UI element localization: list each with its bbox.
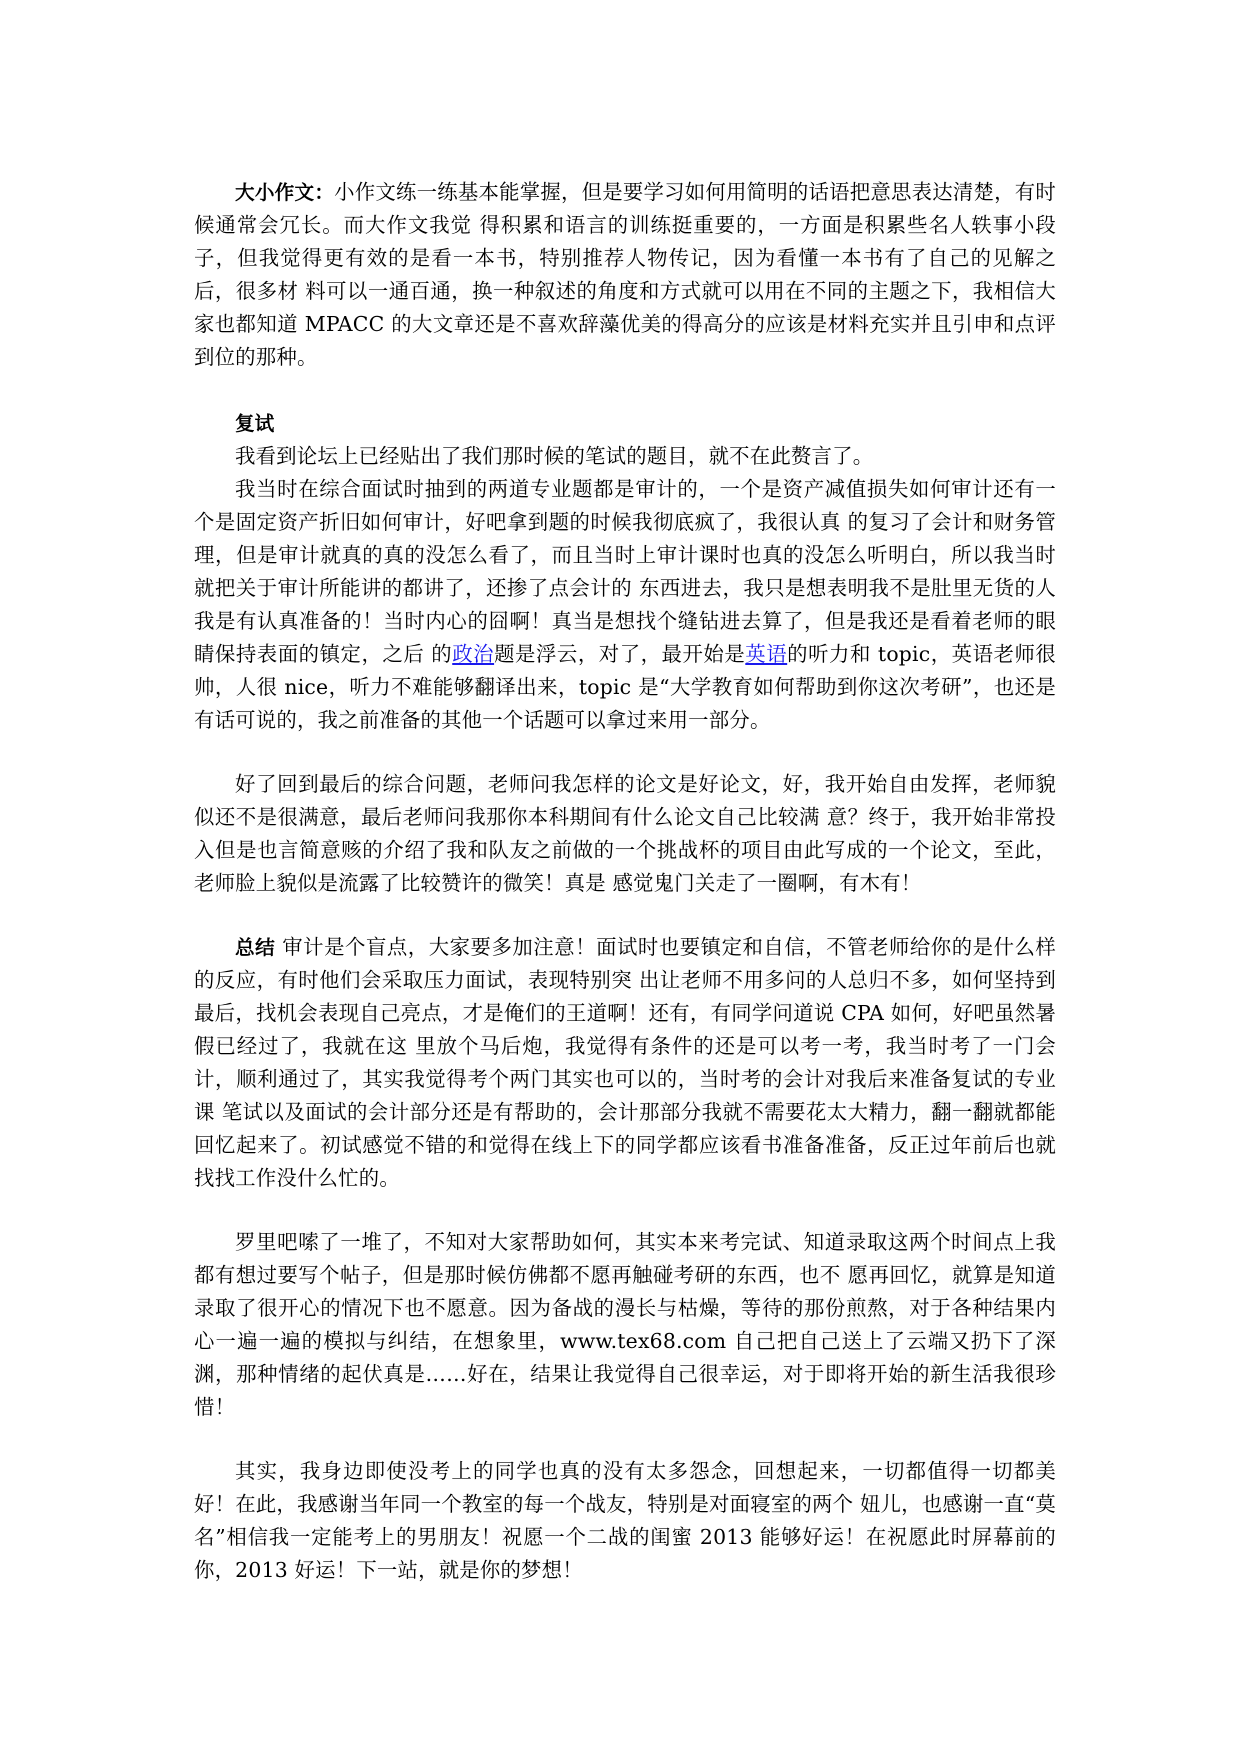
summary-paragraph bbox=[194, 931, 1056, 1195]
retest-text-a: 我当时在综合面试时抽到的两道专业题都是审计的，一个是资产减值损失如何审计还有一个是固定资产折旧如何审计，好吧拿到题的时候我彻底疯了，我很认真 的复习了会计和财务管理，但是审计就真的真的没怎么看了，而且当时上审计课时也真的没怎么听明白，所以我当时就把关于审计所能讲的都讲了，还掺了点会计的 东西进去，我只是想表明我不是肚里无货的人我是有认真准备的！当时内心的囧啊！真当是想找个缝钻进去算了，但是我还是看着老师的眼睛保持表面的镇定，之后 的 bbox=[194, 477, 1056, 666]
retest-text-c: 的听力和 topic，英语老师很帅，人很 nice，听力不难能够翻译出来，topic 是“大学教育如何帮助到你这次考研”，也还是有话可说的，我之前准备的其他一个话题可以拿过来用一部分。 bbox=[194, 642, 1056, 732]
section-heading-retest: 复试 bbox=[235, 412, 275, 435]
document-page bbox=[194, 176, 1056, 1587]
spacer bbox=[194, 1195, 1056, 1226]
reflection-paragraph: 罗里吧嗦了一堆了，不知对大家帮助如何，其实本来考完试、知道录取这两个时间点上我都有想过要写个帖子，但是那时候仿佛都不愿再触碰考研的东西，也不 愿再回忆，就算是知道录取了很开心的情况下也不愿意。因为备战的漫长与枯燥，等待的那份煎熬，对于各种结果内心一遍一遍的模拟与纠结，在想象里，www.tex68.com 自己把自己送上了云端又扔下了深渊，那种情绪的起伏真是……好在，结果让我觉得自己很幸运，对于即将开始的新生活我很珍惜！ bbox=[194, 1230, 1056, 1419]
spacer bbox=[194, 374, 1056, 407]
summary-text: 审计是个盲点，大家要多加注意！面试时也要镇定和自信，不管老师给你的是什么样的反应，有时他们会采取压力面试，表现特别突 出让老师不用多问的人总归不多，如何坚持到最后，找机会表现自己亮点，才是俺们的王道啊！还有，有同学问道说 CPA 如何，好吧虽然暑假已经过了，我就在这 里放个马后炮，我觉得有条件的还是可以考一考，我当时考了一门会计，顺利通过了，其实我觉得考个两门其实也可以的，当时考的会计对我后来准备复试的专业课 笔试以及面试的会计部分还是有帮助的，会计那部分我就不需要花太大精力，翻一翻就都能回忆起来了。初试感觉不错的和觉得在线上下的同学都应该看书准备准备，反正过年前后也就找找工作没什么忙的。 bbox=[194, 935, 1056, 1190]
closing-paragraph: 其实，我身边即使没考上的同学也真的没有太多怨念，回想起来，一切都值得一切都美好！在此，我感谢当年同一个教室的每一个战友，特别是对面寝室的两个 妞儿，也感谢一直“莫名”相信我一定能考上的男朋友！祝愿一个二战的闺蜜 2013 能够好运！在祝愿此时屏幕前的你，2013 好运！下一站，就是你的梦想！ bbox=[194, 1459, 1056, 1582]
spacer bbox=[194, 1424, 1056, 1455]
essay-paragraph bbox=[194, 176, 1056, 374]
retest-paragraph-2 bbox=[194, 473, 1056, 737]
spacer bbox=[194, 737, 1056, 768]
retest-text-b: 题是浮云，对了，最开始是 bbox=[494, 642, 746, 666]
essay-lead: 大小作文： bbox=[235, 181, 335, 204]
retest-paragraph-3: 好了回到最后的综合问题，老师问我怎样的论文是好论文，好，我开始自由发挥，老师貌似还不是很满意，最后老师问我那你本科期间有什么论文自己比较满 意？终于，我开始非常投入但是也言简意赅的介绍了我和队友之前做的一个挑战杯的项目由此写成的一个论文，至此，老师脸上貌似是流露了比较赞许的微笑！真是 感觉鬼门关走了一圈啊，有木有！ bbox=[194, 772, 1056, 895]
politics-link[interactable]: 政治 bbox=[452, 642, 495, 666]
spacer bbox=[194, 900, 1056, 931]
english-link[interactable]: 英语 bbox=[745, 642, 788, 666]
retest-paragraph-1: 我看到论坛上已经贴出了我们那时候的笔试的题目，就不在此赘言了。 bbox=[235, 444, 874, 468]
summary-lead: 总结 bbox=[235, 936, 276, 959]
essay-text: 小作文练一练基本能掌握，但是要学习如何用简明的话语把意思表达清楚，有时候通常会冗长。而大作文我觉 得积累和语言的训练挺重要的，一方面是积累些名人轶事小段子，但我觉得更有效的是看一本书，特别推荐人物传记，因为看懂一本书有了自己的见解之后，很多材 料可以一通百通，换一种叙述的角度和方式就可以用在不同的主题之下，我相信大家也都知道 MPACC 的大文章还是不喜欢辞藻优美的得高分的应该是材料充实并且引申和点评到位的那种。 bbox=[194, 180, 1057, 369]
